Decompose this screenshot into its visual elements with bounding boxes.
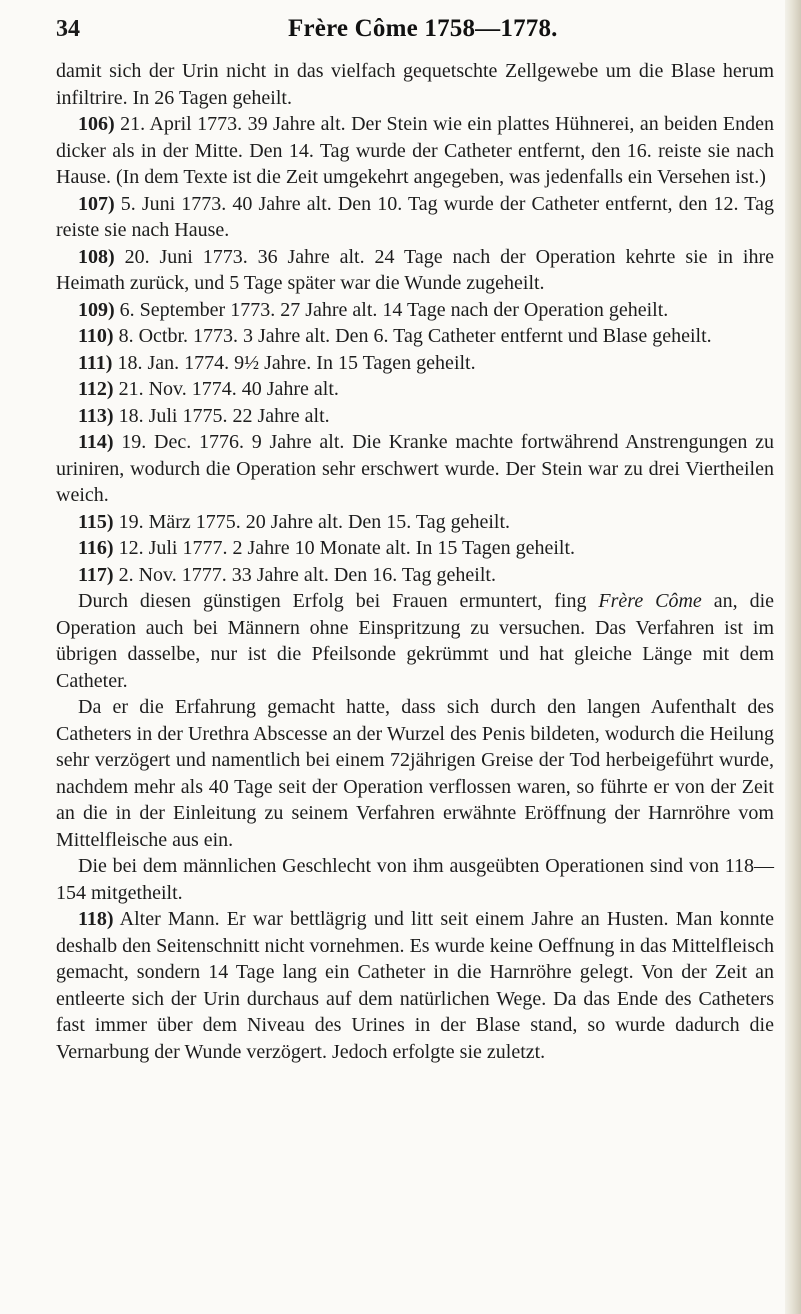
case-number: 115): [78, 510, 114, 533]
person-name: Frère Côme: [598, 590, 702, 612]
case-text: 12. Juli 1777. 2 Jahre 10 Monate alt. In 15 Tagen geheilt.: [113, 537, 576, 559]
case-text: Alter Mann. Er war bettlägrig und litt seit einem Jahre an Husten. Man konnte deshalb den Seitenschnitt nicht vornehmen. Es wurde keine Oeffnung in das Mittelfleisch gemacht, sondern 14 Tage lang ein Catheter in die Harnröhre gelegt. Von der Zeit an entleerte sich der Urin durchaus auf dem natürlichen Wege. Da das Ende des Catheters fast immer über dem Niveau des Urines in der Blase stand, so wurde dadurch die Vernarbung der Wunde verzögert. Jedoch erfolgte sie zuletzt.: [56, 908, 774, 1063]
case-text: 2. Nov. 1777. 33 Jahre alt. Den 16. Tag geheilt.: [113, 563, 496, 586]
paragraph-text: an, die Operation auch bei Männern ohne Einspritzung zu versuchen. Das Verfahren ist im übrigen dasselbe, nur ist die Pfeilsonde gekrümmt und hat gleiche Länge mit dem Catheter.: [56, 590, 775, 692]
case-114: [56, 429, 774, 509]
case-107: [56, 191, 774, 244]
paragraph-text: damit sich der Urin nicht in das vielfach gequetschte Zellgewebe um die Blase herum infiltrire. In 26 Tagen geheilt.: [56, 60, 774, 109]
case-115: [56, 509, 774, 536]
case-text: 19. März 1775. 20 Jahre alt. Den 15. Tag geheilt.: [113, 510, 511, 533]
paragraph-continuation: [56, 58, 774, 111]
case-118: [56, 906, 774, 1065]
case-number: 110): [78, 325, 114, 347]
case-111: [56, 350, 774, 377]
running-title: Frère Côme 1758—1778.: [288, 15, 558, 42]
case-number: 112): [78, 378, 114, 400]
case-117: [56, 562, 774, 589]
page-number: 34: [56, 16, 80, 42]
case-text: 21. April 1773. 39 Jahre alt. Der Stein wie ein plattes Hühnerei, an beiden Enden dicker als in der Mitte. Den 14. Tag wurde der Catheter entfernt, den 16. reiste sie nach Hause. (In dem Texte ist die Zeit umgekehrt angegeben, was jedenfalls ein Versehen ist.): [56, 113, 774, 188]
case-number: 117): [78, 563, 114, 586]
page-edge-shadow: [785, 0, 801, 1314]
case-number: 118): [78, 908, 114, 930]
case-112: [56, 376, 774, 403]
paragraph-text: Die bei dem männlichen Geschlecht von ihm ausgeübten Operationen sind von 118—154 mitgetheilt.: [56, 855, 774, 904]
case-text: 5. Juni 1773. 40 Jahre alt. Den 10. Tag wurde der Catheter entfernt, den 12. Tag reiste sie nach Hause.: [56, 192, 774, 241]
case-106: [56, 111, 774, 191]
case-number: 109): [78, 298, 115, 321]
case-number: 106): [78, 113, 115, 135]
page-header: [56, 14, 776, 54]
case-text: 20. Juni 1773. 36 Jahre alt. 24 Tage nach der Operation kehrte sie in ihre Heimath zurück, und 5 Tage später war die Wunde zugeheilt.: [56, 245, 774, 294]
paragraph-lead: Durch diesen günstigen Erfolg bei Frauen ermuntert, fing: [78, 590, 599, 612]
case-number: 107): [78, 192, 115, 215]
case-text: 19. Dec. 1776. 9 Jahre alt. Die Kranke machte fortwährend Anstrengungen zu uriniren, wodurch die Operation sehr erschwert wurde. Der Stein war zu drei Viertheilen weich.: [56, 431, 774, 506]
case-text: 18. Juli 1775. 22 Jahre alt.: [113, 404, 330, 427]
paragraph-male-operations-range: [56, 853, 774, 906]
case-number: 113): [78, 404, 114, 427]
case-number: 108): [78, 245, 115, 268]
paragraph-abscess-experience: [56, 694, 774, 853]
case-113: [56, 403, 774, 430]
case-110: [56, 323, 774, 350]
case-number: 111): [78, 351, 113, 374]
case-text: 8. Octbr. 1773. 3 Jahre alt. Den 6. Tag Catheter entfernt und Blase geheilt.: [113, 325, 712, 347]
case-108: [56, 244, 774, 297]
case-116: [56, 535, 774, 562]
paragraph-male-operations-intro: [56, 588, 774, 694]
case-number: 114): [78, 431, 114, 453]
case-number: 116): [78, 537, 114, 559]
paragraph-text: Da er die Erfahrung gemacht hatte, dass sich durch den langen Aufenthalt des Catheters in der Urethra Abscesse an der Wurzel des Penis bildeten, wodurch die Heilung sehr verzögert und namentlich bei einem 72jährigen Greise der Tod herbeigeführt wurde, nachdem mehr als 40 Tage seit der Operation verflossen waren, so führte er von der Zeit an die in der Einleitung zu seinem Verfahren erwähnte Eröffnung der Harnröhre vom Mittelfleische aus ein.: [56, 696, 774, 851]
case-text: 18. Jan. 1774. 9½ Jahre. In 15 Tagen geheilt.: [112, 351, 476, 374]
case-109: [56, 297, 774, 324]
body-text: [56, 58, 774, 1065]
case-text: 21. Nov. 1774. 40 Jahre alt.: [113, 378, 339, 400]
case-text: 6. September 1773. 27 Jahre alt. 14 Tage nach der Operation geheilt.: [114, 298, 669, 321]
